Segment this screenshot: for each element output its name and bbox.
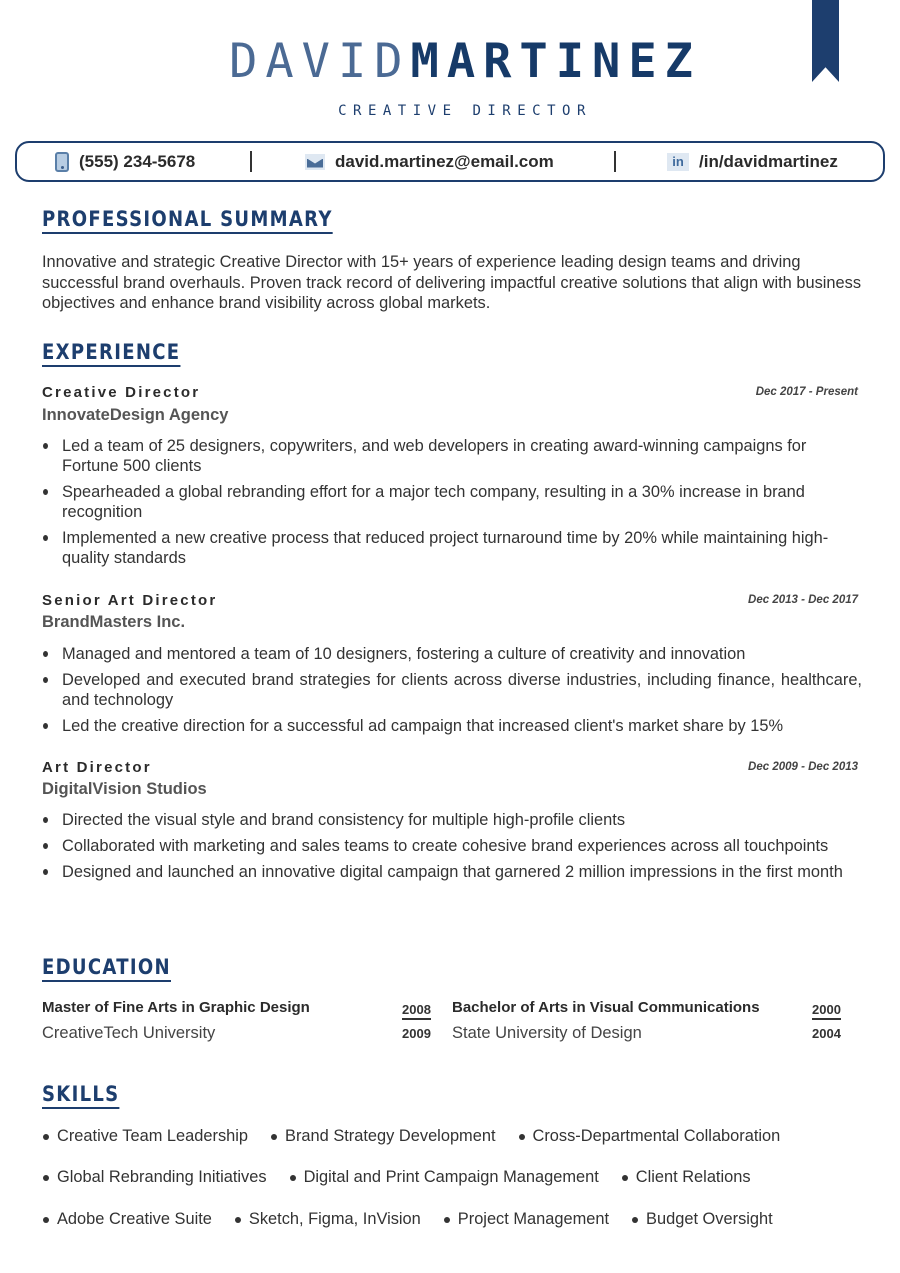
edu-degree: Bachelor of Arts in Visual Communications [452, 999, 760, 1016]
job-bullet: Designed and launched an innovative digital campaign that garnered 2 million impressions in the first month [42, 862, 862, 882]
job-bullets [42, 810, 862, 888]
job-bullet: Implemented a new creative process that reduced project turnaround time by 20% while maintaining high-quality standards [42, 528, 862, 568]
job-company: InnovateDesign Agency [42, 406, 229, 424]
skills-row [42, 1210, 795, 1229]
section-heading-education: EDUCATION [42, 954, 171, 982]
first-name: DAVID [229, 34, 411, 89]
contact-phone[interactable] [55, 143, 195, 180]
skill-item: Digital and Print Campaign Management [289, 1168, 599, 1187]
section-heading-skills: SKILLS [42, 1081, 119, 1109]
contact-linkedin[interactable] [667, 143, 838, 180]
job-bullet: Led a team of 25 designers, copywriters, and web developers in creating award-winning campaigns for Fortune 500 clients [42, 436, 862, 476]
edu-school: State University of Design [452, 1024, 642, 1042]
job-bullet: Collaborated with marketing and sales teams to create cohesive brand experiences across all touchpoints [42, 836, 862, 856]
job-dates: Dec 2017 - Present [755, 386, 858, 398]
edu-school: CreativeTech University [42, 1024, 216, 1042]
mail-icon [305, 154, 325, 170]
job-dates: Dec 2013 - Dec 2017 [748, 594, 858, 606]
job-bullet: Led the creative direction for a successful ad campaign that increased client's market share by 15% [42, 716, 862, 736]
section-heading-experience: EXPERIENCE [42, 339, 180, 367]
linkedin-url: /in/davidmartinez [699, 151, 838, 171]
skills-row [42, 1127, 802, 1146]
edu-end-year: 2004 [812, 1026, 841, 1041]
job-title: Art Director [42, 759, 152, 776]
job-bullet: Developed and executed brand strategies for clients across diverse industries, including finance, healthcare, and technology [42, 670, 862, 710]
email-address: david.martinez@email.com [335, 151, 554, 171]
edu-degree: Master of Fine Arts in Graphic Design [42, 999, 310, 1016]
skill-item: Client Relations [621, 1168, 751, 1187]
skill-item: Cross-Departmental Collaboration [518, 1127, 781, 1146]
summary-text: Innovative and strategic Creative Director with 15+ years of experience leading design teams and driving successful brand overhauls. Proven track record of delivering impactful creative solutions that align with business objectives and enhance brand visibility across global markets. [42, 253, 862, 312]
contact-email[interactable] [305, 143, 554, 180]
skill-item: Sketch, Figma, InVision [234, 1210, 421, 1229]
skill-item: Brand Strategy Development [270, 1127, 495, 1146]
skills-row [42, 1168, 773, 1187]
contact-bar [15, 141, 885, 182]
last-name: MARTINEZ [410, 34, 701, 89]
skill-item: Project Management [443, 1210, 609, 1229]
edu-start-year: 2000 [812, 1002, 841, 1020]
linkedin-icon: in [667, 153, 689, 171]
job-bullet: Directed the visual style and brand consistency for multiple high-profile clients [42, 810, 862, 830]
skill-item: Creative Team Leadership [42, 1127, 248, 1146]
job-title: Senior Art Director [42, 592, 218, 609]
job-bullets [42, 436, 862, 574]
job-dates: Dec 2009 - Dec 2013 [748, 761, 858, 773]
job-bullet: Managed and mentored a team of 10 designers, fostering a culture of creativity and innovation [42, 644, 862, 664]
phone-number: (555) 234-5678 [79, 151, 196, 171]
contact-separator [250, 151, 252, 172]
skill-item: Adobe Creative Suite [42, 1210, 212, 1229]
skill-item: Budget Oversight [631, 1210, 773, 1229]
job-company: BrandMasters Inc. [42, 613, 186, 631]
job-bullet: Spearheaded a global rebranding effort for a major tech company, resulting in a 30% increase in brand recognition [42, 482, 862, 522]
section-heading-summary: PROFESSIONAL SUMMARY [42, 206, 333, 234]
job-title-header: CREATIVE DIRECTOR [338, 103, 592, 119]
job-company: DigitalVision Studios [42, 780, 207, 798]
job-title: Creative Director [42, 384, 201, 401]
skill-item: Global Rebranding Initiatives [42, 1168, 267, 1187]
edu-start-year: 2008 [402, 1002, 431, 1020]
job-bullets [42, 644, 862, 742]
phone-icon [55, 152, 69, 172]
edu-end-year: 2009 [402, 1026, 431, 1041]
contact-separator [614, 151, 616, 172]
candidate-name [0, 34, 900, 90]
